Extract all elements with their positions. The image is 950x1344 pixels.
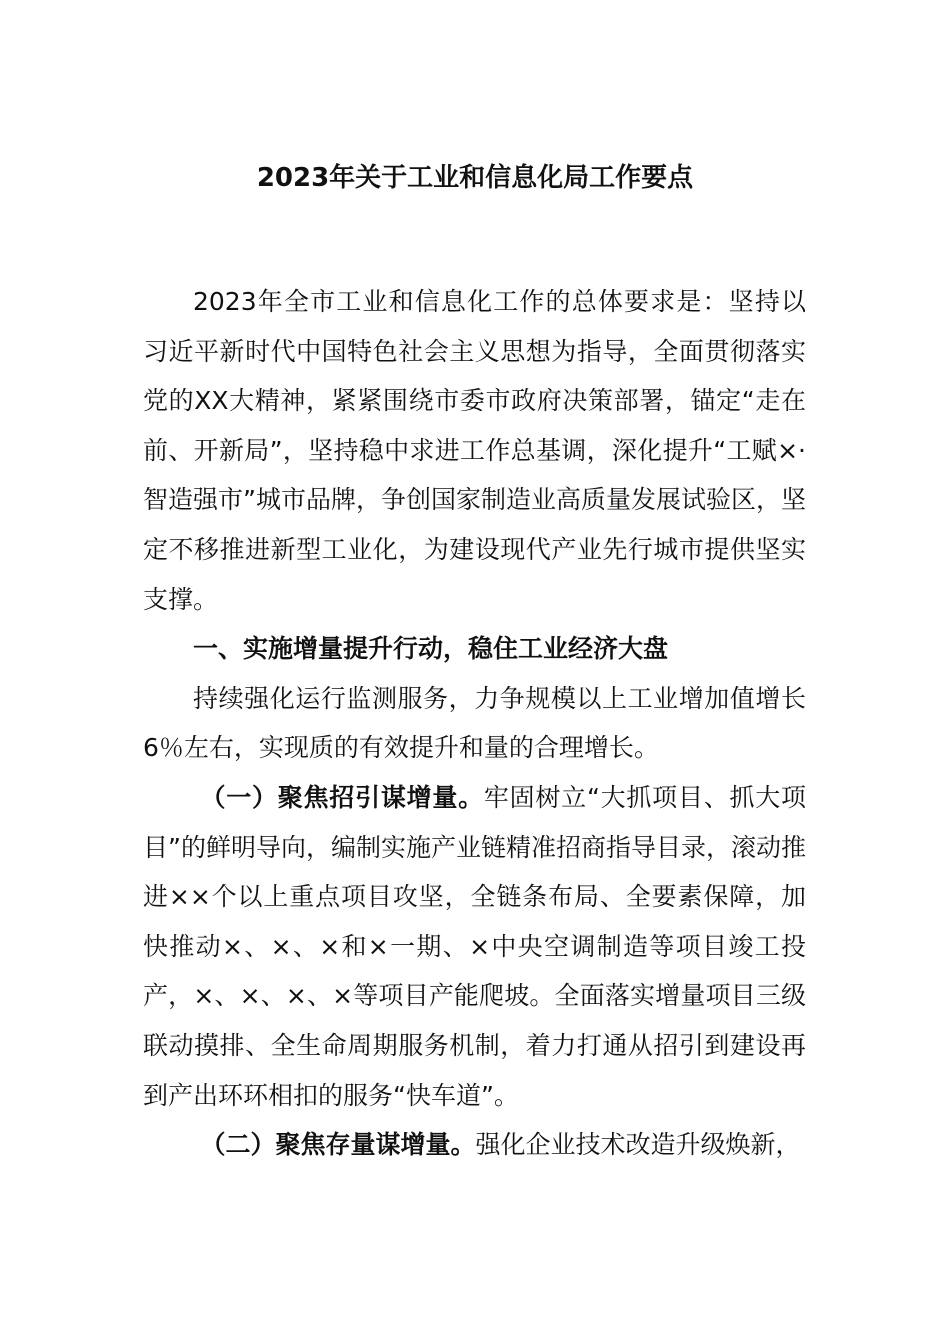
section-paragraph: 持续强化运行监测服务，力争规模以上工业增加值增长6％左右，实现质的有效提升和量的合理增长。 [143,683,806,763]
subsection-paragraph [143,773,806,1120]
intro-paragraph: 2023年全市工业和信息化工作的总体要求是：坚持以习近平新时代中国特色社会主义思想为指导，全面贯彻落实党的XX大精神，紧紧围绕市委市政府决策部署，锚定“走在前、开新局”，坚持稳中求进工作总基调，深化提升“工赋×·智造强市”城市品牌，争创国家制造业高质量发展试验区，坚定不移推进新型工业化，为建设现代产业先行城市提供坚实支撑。 [143,287,806,614]
subsection-text: 牢固树立“大抓项目、抓大项目”的鲜明导向，编制实施产业链精准招商指导目录，滚动推进××个以上重点项目攻坚，全链条布局、全要素保障，加快推动×、×、×和×一期、×中央空调制造等项目竣工投产，×、×、×、×等项目产能爬坡。全面落实增量项目三级联动摸排、全生命周期服务机制，着力打通从招引到建设再到产出环环相扣的服务“快车道”。 [143,782,806,1110]
document-body [143,277,806,1170]
subsection-text: 强化企业技术改造升级焕新， [475,1130,801,1160]
subsection-paragraph [143,1120,806,1170]
subsection-heading: （一）聚焦招引谋增量。 [200,782,484,812]
section-heading: 一、实施增量提升行动，稳住工业经济大盘 [193,634,669,664]
document-title: 2023年关于工业和信息化局工作要点 [256,163,694,193]
subsection-heading: （二）聚焦存量谋增量。 [200,1130,476,1160]
